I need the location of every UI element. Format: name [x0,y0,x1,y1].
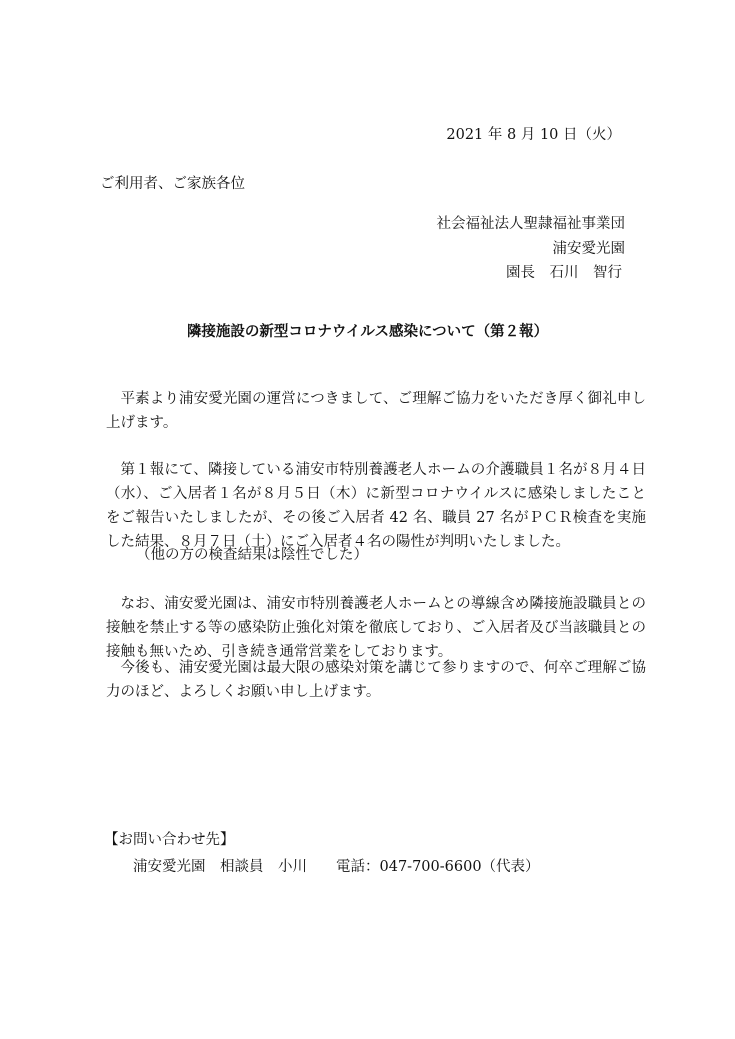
paragraph-test-note: （他の方の検査結果は陰性でした） [136,547,368,563]
sender-director: 園長 石川 智行 [506,265,622,281]
paragraph-measures: なお、浦安愛光園は、浦安市特別養護老人ホームとの導線含め隣接施設職員との接触を禁止する等の感染防止強化対策を徹底しており、ご入居者及び当該職員との接触も無いため、引き続き通常営業をしております。 [106,596,646,660]
contact-phone: 電話：047-700-6600（代表） [336,859,540,875]
recipient-line: ご利用者、ご家族各位 [100,176,245,192]
sender-organization: 社会福祉法人聖隷福祉事業団 [436,216,625,232]
paragraph-report: 第１報にて、隣接している浦安市特別養護老人ホームの介護職員１名が８月４日（水）、ご入居者１名が８月５日（木）に新型コロナウイルスに感染しましたことをご報告いたしましたが、その後ご入居者 42 名、職員 27 名がＰＣＲ検査を実施した結果、８月７日（土）にご入居者４名の陽性が判明いたしました。 [106,462,646,550]
contact-role: 相談員 [220,859,264,875]
contact-name: 小川 [278,859,307,875]
paragraph-closing: 今後も、浦安愛光園は最大限の感染対策を講じて参りますので、何卒ご理解ご協力のほど、よろしくお願い申し上げます。 [106,660,646,700]
contact-line [133,857,540,877]
contact-heading: 【お問い合わせ先】 [104,832,235,848]
contact-facility: 浦安愛光園 [133,859,206,875]
sender-facility: 浦安愛光園 [552,241,625,257]
document-date: 2021 年 8 月 10 日（火） [446,127,621,143]
document-title: 隣接施設の新型コロナウイルス感染について（第２報） [186,323,549,340]
paragraph-greeting: 平素より浦安愛光園の運営につきまして、ご理解ご協力をいただき厚く御礼申し上げます。 [106,391,646,431]
